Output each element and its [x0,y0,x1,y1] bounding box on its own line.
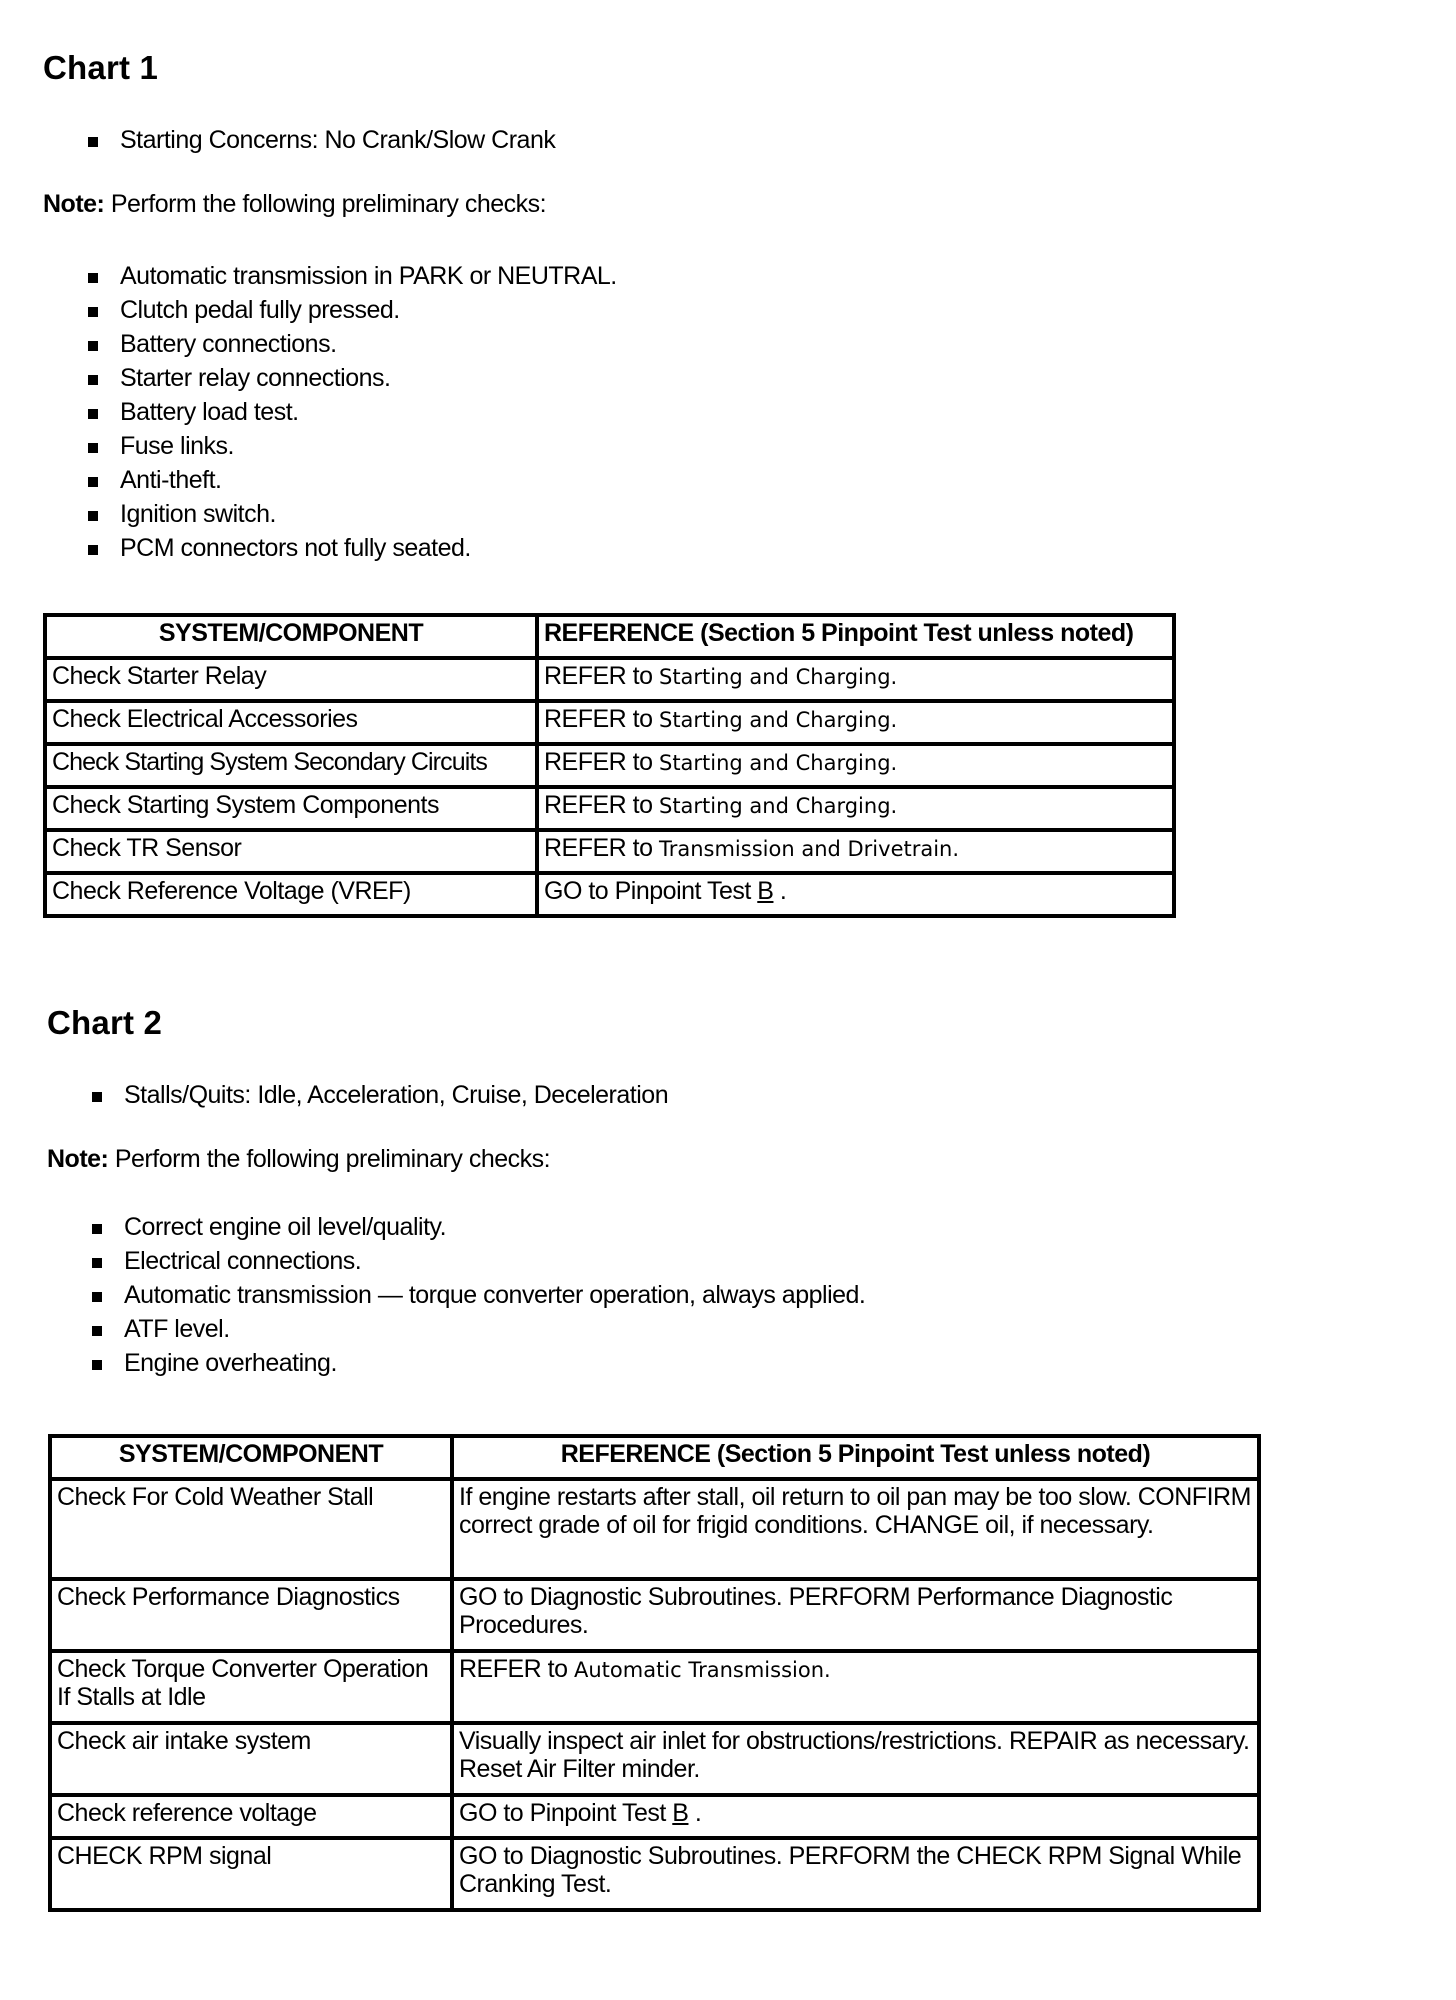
list-item: Anti-theft. [88,463,617,497]
table-row [50,1579,1259,1651]
bullet-square-icon [92,1224,102,1234]
chart-1-reference-table [43,613,1176,918]
reference-link[interactable]: Starting and Charging. [658,751,898,775]
reference-link[interactable]: Starting and Charging. [658,794,898,818]
reference-link[interactable]: Automatic Transmission. [573,1658,831,1682]
bullet-square-icon [88,307,98,317]
chart-1-title: Chart 1 [43,49,159,86]
bullet-square-icon [88,443,98,453]
chart-1-note [43,190,546,219]
table-row [45,787,1174,830]
note-text: Perform the following preliminary checks: [110,190,547,218]
table-row [45,701,1174,744]
bullet-square-icon [88,375,98,385]
component-cell: Check For Cold Weather Stall [50,1479,452,1579]
list-item: Engine overheating. [92,1346,865,1380]
table-header-row [50,1436,1259,1479]
table-row [50,1479,1259,1579]
table-row [45,658,1174,701]
table-row [50,1795,1259,1838]
reference-cell: GO to Diagnostic Subroutines. PERFORM Performance Diagnostic Procedures. [452,1579,1259,1651]
reference-link[interactable]: Starting and Charging. [658,708,898,732]
component-cell: Check Starting System Secondary Circuits [45,744,537,787]
bullet-square-icon [88,273,98,283]
component-cell: Check air intake system [50,1723,452,1795]
bullet-square-icon [88,137,98,147]
bullet-square-icon [92,1292,102,1302]
bullet-square-icon [92,1258,102,1268]
note-label: Note: [43,190,105,218]
list-item: Fuse links. [88,429,617,463]
component-cell: Check TR Sensor [45,830,537,873]
reference-link[interactable]: Starting and Charging. [658,665,898,689]
chart-1-checks-list [88,259,617,565]
reference-cell: If engine restarts after stall, oil return to oil pan may be too slow. CONFIRM correct grade of oil for frigid conditions. CHANGE oil, if necessary. [452,1479,1259,1579]
component-cell: Check Starter Relay [45,658,537,701]
column-header-reference: REFERENCE (Section 5 Pinpoint Test unless noted) [452,1436,1259,1479]
chart-2-reference-table [48,1434,1261,1912]
list-item: Clutch pedal fully pressed. [88,293,617,327]
reference-cell: REFER to Transmission and Drivetrain. [537,830,1174,873]
component-cell: Check reference voltage [50,1795,452,1838]
component-cell: Check Reference Voltage (VREF) [45,873,537,916]
list-item: Correct engine oil level/quality. [92,1210,865,1244]
list-item: Starter relay connections. [88,361,617,395]
reference-cell: GO to Pinpoint Test B . [537,873,1174,916]
list-item: Battery connections. [88,327,617,361]
component-cell: Check Starting System Components [45,787,537,830]
table-row [45,873,1174,916]
bullet-square-icon [88,477,98,487]
table-row [45,744,1174,787]
table-row [50,1651,1259,1723]
list-item: Automatic transmission — torque converter operation, always applied. [92,1278,865,1312]
list-item: Ignition switch. [88,497,617,531]
column-header-reference: REFERENCE (Section 5 Pinpoint Test unless noted) [537,615,1174,658]
component-cell: Check Torque Converter Operation If Stalls at Idle [50,1651,452,1723]
list-item: ATF level. [92,1312,865,1346]
reference-cell: REFER to Starting and Charging. [537,658,1174,701]
note-label: Note: [47,1145,109,1173]
list-item: Automatic transmission in PARK or NEUTRAL. [88,259,617,293]
bullet-square-icon [88,511,98,521]
pinpoint-test-link[interactable]: B [672,1799,689,1827]
bullet-square-icon [92,1092,102,1102]
reference-cell: REFER to Automatic Transmission. [452,1651,1259,1723]
table-row [50,1723,1259,1795]
reference-cell: REFER to Starting and Charging. [537,744,1174,787]
reference-cell: REFER to Starting and Charging. [537,787,1174,830]
chart-2-checks-list [92,1210,865,1380]
chart-2-title: Chart 2 [47,1004,163,1041]
note-text: Perform the following preliminary checks: [114,1145,551,1173]
reference-cell: GO to Pinpoint Test B . [452,1795,1259,1838]
reference-cell: GO to Diagnostic Subroutines. PERFORM the CHECK RPM Signal While Cranking Test. [452,1838,1259,1910]
reference-cell: REFER to Starting and Charging. [537,701,1174,744]
reference-link[interactable]: Transmission and Drivetrain. [658,837,960,861]
column-header-component: SYSTEM/COMPONENT [50,1436,452,1479]
table-row [50,1838,1259,1910]
column-header-component: SYSTEM/COMPONENT [45,615,537,658]
component-cell: Check Performance Diagnostics [50,1579,452,1651]
component-cell: CHECK RPM signal [50,1838,452,1910]
bullet-square-icon [88,341,98,351]
component-cell: Check Electrical Accessories [45,701,537,744]
bullet-square-icon [88,409,98,419]
chart-2-concern-list [92,1078,668,1112]
table-row [45,830,1174,873]
bullet-square-icon [92,1326,102,1336]
list-item: PCM connectors not fully seated. [88,531,617,565]
table-header-row [45,615,1174,658]
list-item: Starting Concerns: No Crank/Slow Crank [88,123,555,157]
pinpoint-test-link[interactable]: B [757,877,774,905]
bullet-square-icon [88,545,98,555]
bullet-square-icon [92,1360,102,1370]
list-item: Electrical connections. [92,1244,865,1278]
list-item: Battery load test. [88,395,617,429]
reference-cell: Visually inspect air inlet for obstructions/restrictions. REPAIR as necessary. Reset Air Filter minder. [452,1723,1259,1795]
chart-2-note [47,1145,550,1174]
list-item: Stalls/Quits: Idle, Acceleration, Cruise, Deceleration [92,1078,668,1112]
chart-1-concern-list [88,123,555,157]
